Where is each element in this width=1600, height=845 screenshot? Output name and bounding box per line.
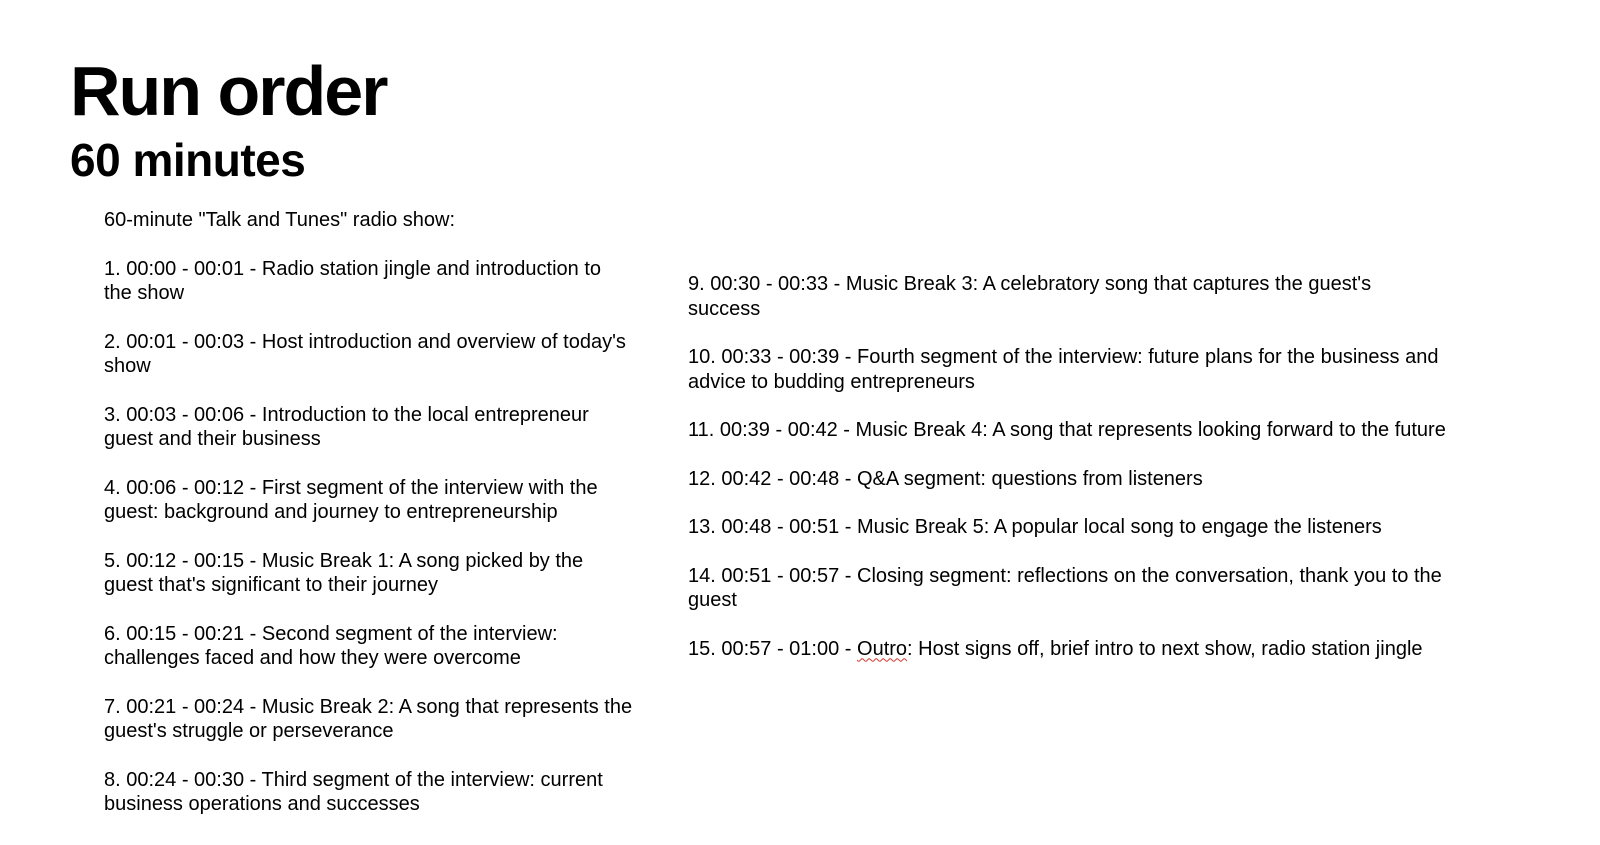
run-order-left-column <box>104 208 634 841</box>
run-order-item: 13. 00:48 - 00:51 - Music Break 5: A popular local song to engage the listeners <box>688 516 1382 538</box>
run-order-item-prefix: 15. 00:57 - 01:00 - <box>688 637 858 660</box>
slide-subtitle: 60 minutes <box>70 134 306 186</box>
run-order-item: 4. 00:06 - 00:12 - First segment of the interview with the guest: background and journey to entrepreneurship <box>104 476 598 523</box>
show-intro-text: 60-minute "Talk and Tunes" radio show: <box>104 209 456 231</box>
run-order-item: 12. 00:42 - 00:48 - Q&A segment: questions from listeners <box>688 467 1203 490</box>
run-order-item: 8. 00:24 - 00:30 - Third segment of the interview: current business operations and successes <box>104 768 603 815</box>
run-order-item: 10. 00:33 - 00:39 - Fourth segment of the interview: future plans for the business and advice to budding entrepreneurs <box>688 346 1439 393</box>
slide-title: Run order <box>70 52 387 130</box>
run-order-item-last <box>688 637 1448 662</box>
run-order-right-column <box>688 272 1448 685</box>
run-order-item: 14. 00:51 - 00:57 - Closing segment: reflections on the conversation, thank you to the guest <box>688 564 1442 611</box>
run-order-item: 5. 00:12 - 00:15 - Music Break 1: A song picked by the guest that's significant to their journey <box>104 549 584 596</box>
run-order-item: 3. 00:03 - 00:06 - Introduction to the local entrepreneur guest and their business <box>104 403 589 450</box>
run-order-item-suffix: : Host signs off, brief intro to next show, radio station jingle <box>907 637 1423 660</box>
spellcheck-flagged-word[interactable]: Outro <box>857 637 908 660</box>
run-order-item: 1. 00:00 - 00:01 - Radio station jingle and introduction to the show <box>104 257 601 304</box>
run-order-item: 2. 00:01 - 00:03 - Host introduction and overview of today's show <box>104 330 626 377</box>
run-order-item: 9. 00:30 - 00:33 - Music Break 3: A celebratory song that captures the guest's success <box>688 273 1372 320</box>
run-order-item: 11. 00:39 - 00:42 - Music Break 4: A song that represents looking forward to the future <box>688 419 1446 441</box>
run-order-item: 7. 00:21 - 00:24 - Music Break 2: A song that represents the guest's struggle or perseverance <box>104 695 633 742</box>
run-order-item: 6. 00:15 - 00:21 - Second segment of the interview: challenges faced and how they were overcome <box>104 622 558 669</box>
